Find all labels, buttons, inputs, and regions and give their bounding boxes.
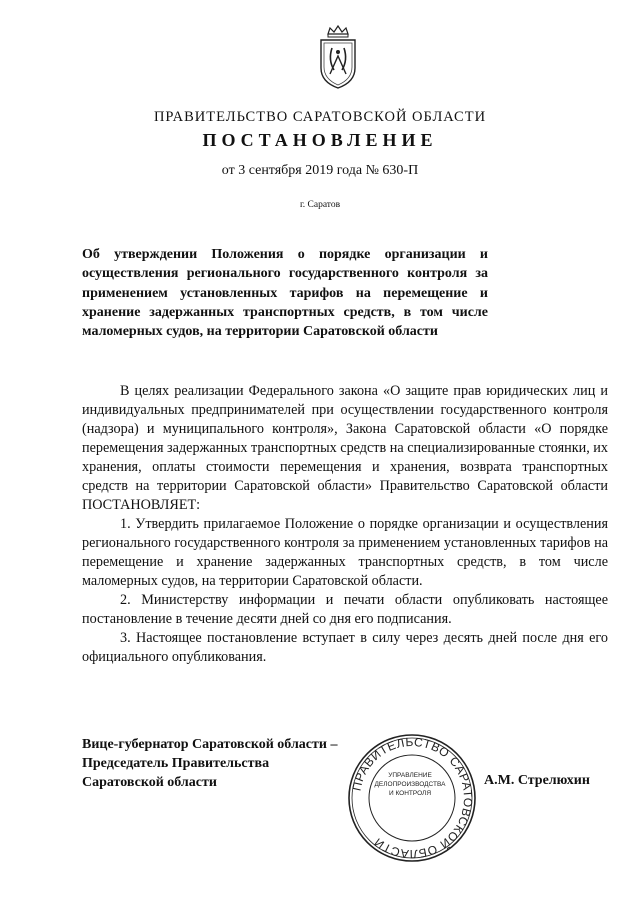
- signatory-position: [82, 735, 382, 792]
- signatory-position-line: Вице-губернатор Саратовской области –: [82, 737, 338, 752]
- stamp-inner-line: ДЕЛОПРОИЗВОДСТВА: [374, 781, 446, 788]
- stamp-ring-text: ПРАВИТЕЛЬСТВО САРАТОВСКОЙ ОБЛАСТИ: [349, 734, 476, 862]
- preamble-paragraph: В целях реализации Федерального закона «О защите прав юридических лиц и индивидуальных предпринимателей при осуществлении государственного контроля (надзора) и муниципального контроля», Закона Саратовской области «О порядке перемещения задержанных транспортных средств на специализированные стоянки, их хранения, оплаты стоимости перемещения и хранения, возврата транспортных средств на территории Саратовской области» Правительство Саратовской области ПОСТАНОВЛЯЕТ:: [82, 383, 608, 513]
- official-stamp-icon: [346, 732, 478, 864]
- document-date-number: от 3 сентября 2019 года № 630-П: [221, 163, 419, 178]
- organization-name: ПРАВИТЕЛЬСТВО САРАТОВСКОЙ ОБЛАСТИ: [153, 109, 487, 125]
- document-city: г. Саратов: [299, 200, 341, 210]
- stamp-inner-text: [370, 771, 450, 798]
- signatory-name: А.М. Стрелюхин: [484, 773, 590, 788]
- stamp-inner-line: УПРАВЛЕНИЕ: [388, 772, 432, 779]
- resolution-item-2: 2. Министерству информации и печати области опубликовать настоящее постановление в течение десяти дней со дня его подписания.: [82, 592, 608, 627]
- resolution-item-1: 1. Утвердить прилагаемое Положение о порядке организации и осуществления регионального государственного контроля за применением установленных тарифов на перемещение и хранение задержанных транспортных средств, в том числе маломерных судов, на территории Саратовской области.: [82, 516, 608, 589]
- document-title: Об утверждении Положения о порядке организации и осуществления регионального государственного контроля за применением установленных тарифов на перемещение и хранение задержанных транспортных средств, в том числе маломерных судов, на территории Саратовской области: [82, 247, 488, 340]
- document-type: ПОСТАНОВЛЕНИЕ: [202, 130, 438, 150]
- signatory-position-line: Председатель Правительства: [82, 756, 270, 771]
- document-body: [82, 382, 608, 667]
- stamp-inner-line: И КОНТРОЛЯ: [388, 790, 432, 797]
- resolution-item-3: 3. Настоящее постановление вступает в силу через десять дней после дня его официального опубликования.: [82, 630, 608, 665]
- coat-of-arms-icon: [316, 24, 360, 90]
- signatory-position-line: Саратовской области: [82, 775, 217, 790]
